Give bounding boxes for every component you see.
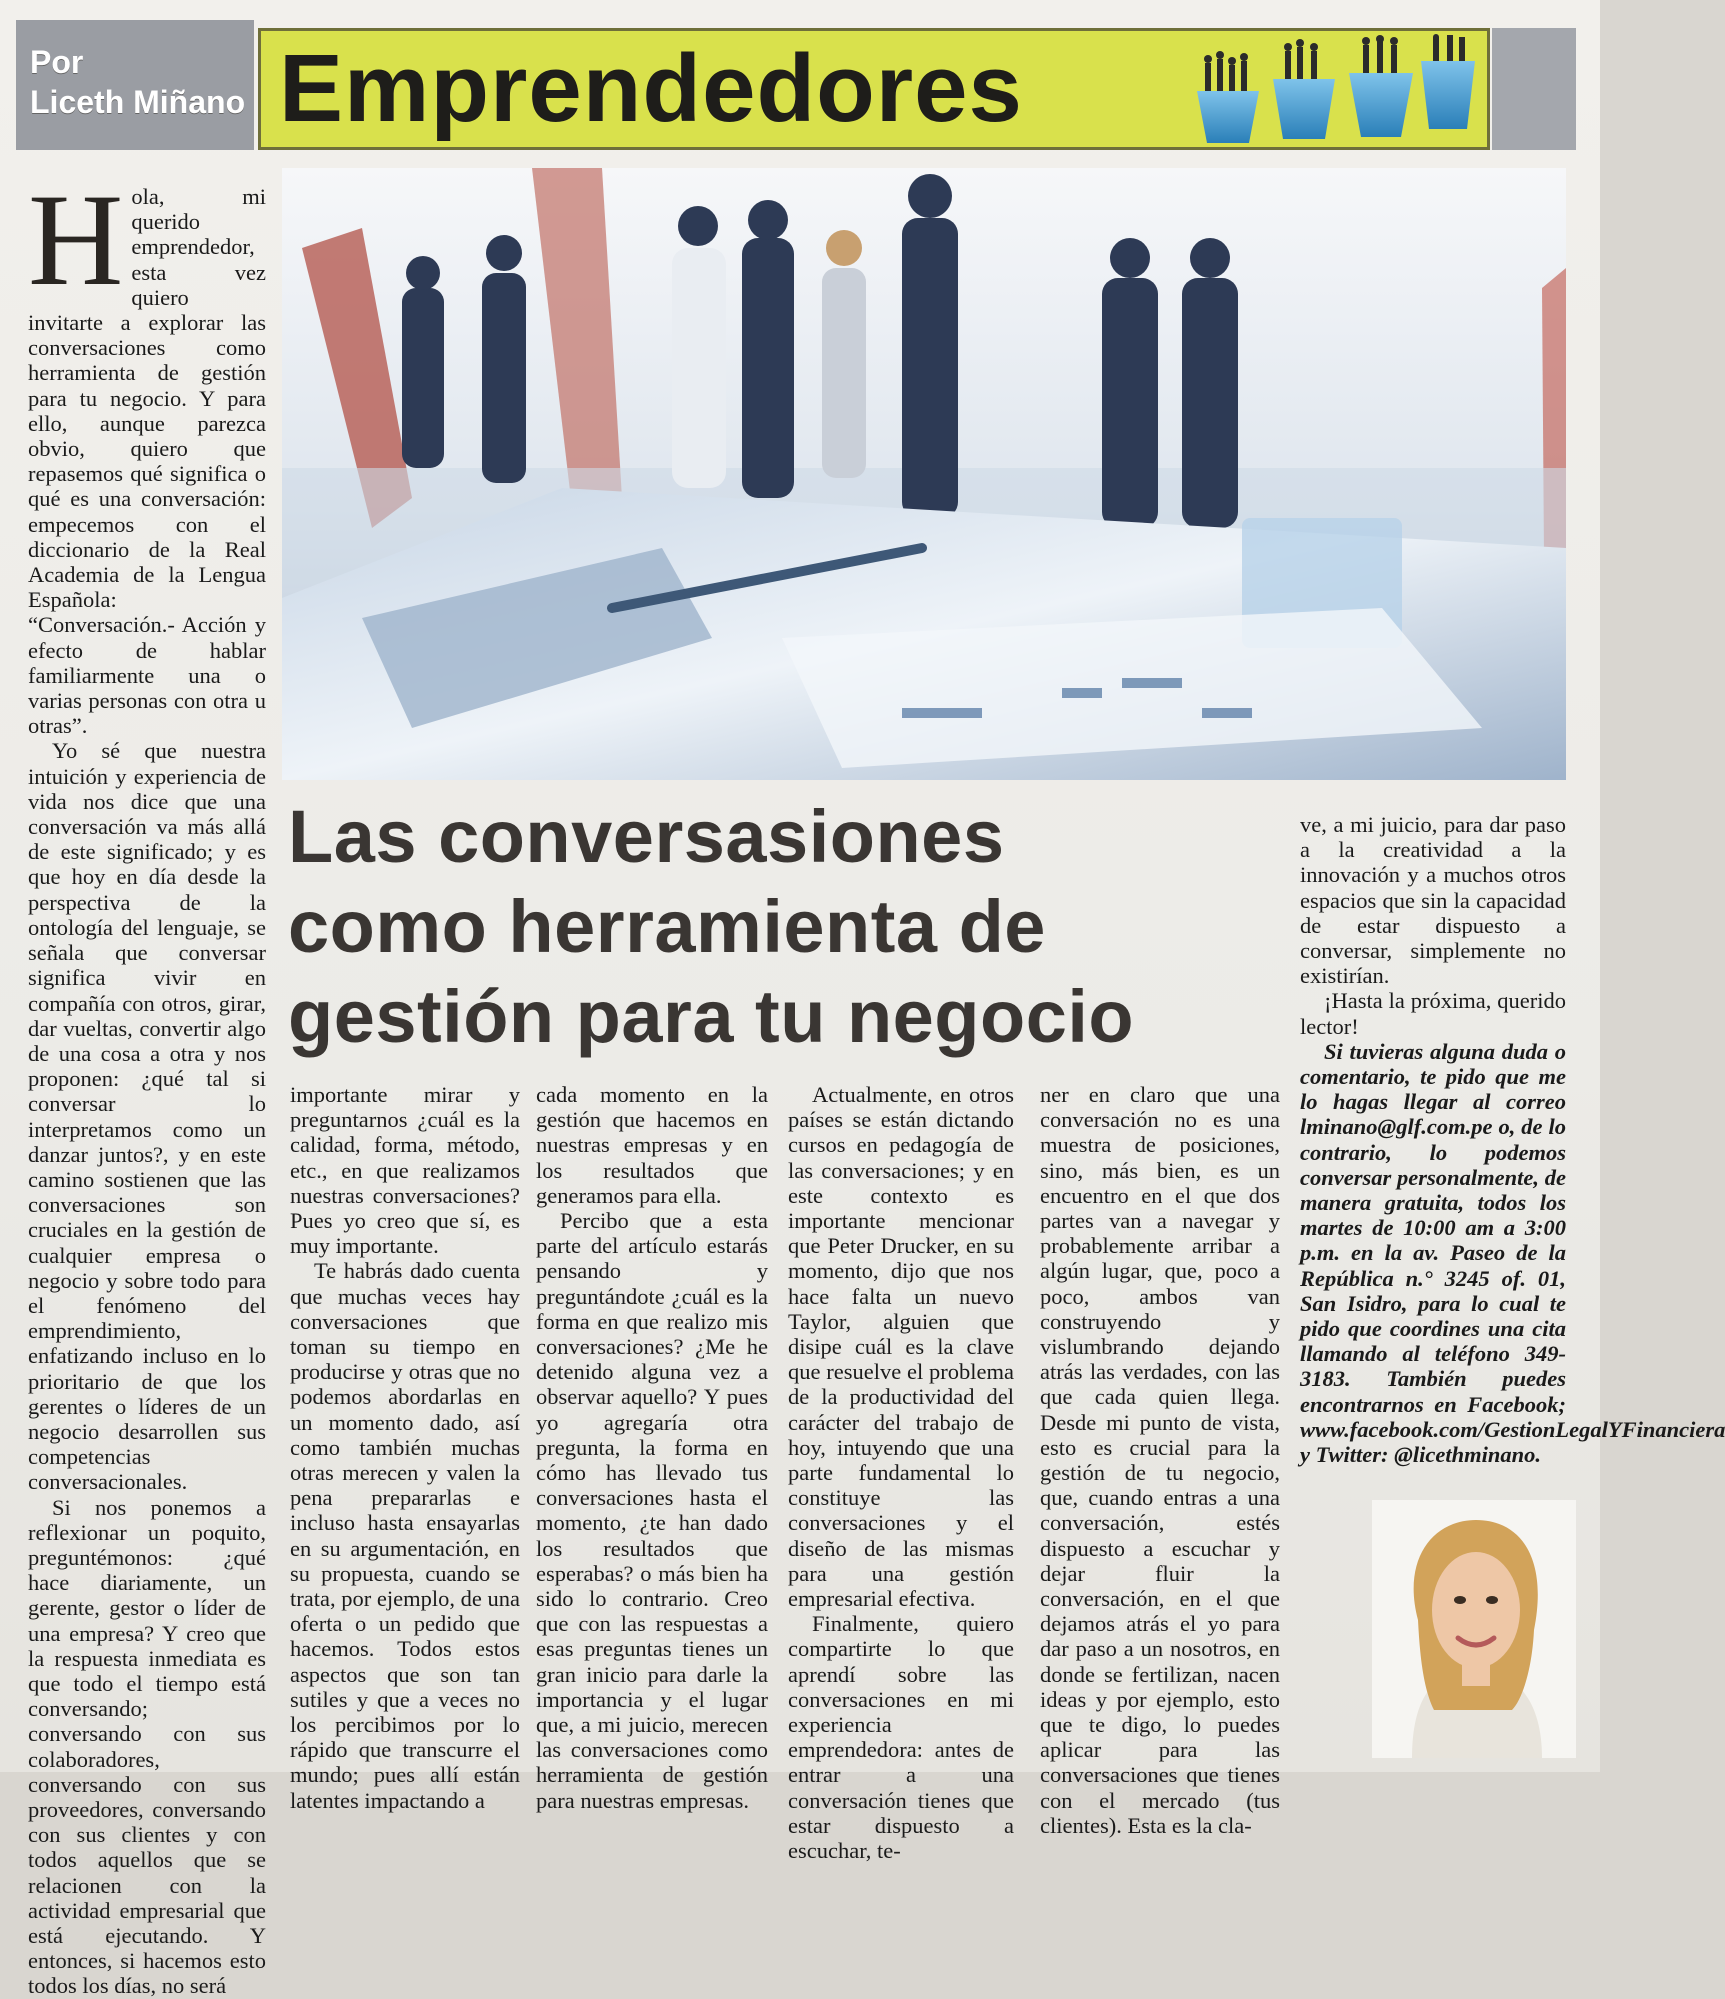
article-column-3: [536, 1082, 768, 1813]
article-column-2: [290, 1082, 520, 1813]
byline-box: [16, 20, 254, 150]
section-header: [16, 20, 1576, 150]
author-portrait-photo: [1372, 1500, 1576, 1758]
column-1-paragraph-2: Yo sé que nuestra intuición y experiencia de vida nos dice que una conversación va más allá de este significado; y es que hoy en día desde la perspectiva de la ontología del lenguaje, se señala que conversar significa vivir en compañía con otros, girar, dar vueltas, convertir algo de una cosa a otra y nos proponen: ¿qué tal si conversar lo interpretamos como un danzar juntos?, y en este camino sostienen que las conversaciones son cruciales en la gestión de cualquier empresa o negocio y sobre todo para el fenómeno del emprendimiento, enfatizando incluso en lo prioritario de que los gerentes o líderes de un negocio desarrollen sus competencias conversacionales.: [28, 738, 266, 1495]
section-title: Emprendedores: [279, 35, 1023, 142]
column-2-paragraph-2: Te habrás dado cuenta que muchas veces hay conversaciones que toman su tiempo en producirse y otras que no podemos abordarlas en un momento dado, así como también muchas otras merecen y valen la pena prepararlas e incluso hasta ensayarlas en su argumentación, en su propuesta, cuando se trata, por ejemplo, de una oferta o un pedido que hacemos. Todos estos aspectos que son tan sutiles y que a veces no los percibimos por lo rápido que transcurre el mundo; pues allí están latentes impactando a: [290, 1258, 520, 1813]
column-3-paragraph-1: cada momento en la gestión que hacemos en nuestras empresas y en los resultados que generamos para ella.: [536, 1082, 768, 1208]
column-2-paragraph-1: importante mirar y preguntarnos ¿cuál es la calidad, forma, método, etc., en que realizamos nuestras conversaciones? Pues yo creo que sí, es muy importante.: [290, 1082, 520, 1259]
byline-author: Liceth Miñano: [30, 84, 246, 120]
column-5-paragraph-1: ner en claro que una conversación no es una muestra de posiciones, sino, más bien, es un encuentro en el que dos partes van a navegar y probablemente arribar a algún lugar, que, poco a poco, ambos van construyendo y vislumbrando dejando atrás las verdades, con las que cada quien llega. Desde mi punto de vista, esto es crucial para la gestión de tu negocio, que, cuando entras a una conversación, estés dispuesto a escuchar y dejar fluir la conversación, en el que dejamos atrás el yo para dar paso a un nosotros, en donde se fertilizan, nacen ideas y por ejemplo, esto que te digo, lo puedes aplicar para las conversaciones que tienes con el mercado (tus clientes). Esta es la cla-: [1040, 1082, 1280, 1838]
column-6-paragraph-1: ve, a mi juicio, para dar paso a la creatividad a la innovación y a muchos otros espacios que sin la capacidad de estar dispuesto a conversar, simplemente no existirían.: [1300, 812, 1566, 989]
article-column-6: [1300, 812, 1725, 1468]
column-1-paragraph-1: [28, 166, 266, 739]
closing-greeting: ¡Hasta la próxima, querido lector!: [1300, 988, 1566, 1039]
column-3-paragraph-2: Percibo que a esta parte del artículo estarás pensando y preguntándote ¿cuál es la forma en que realizo mis conversaciones? ¿Me he detenido alguna vez a observar aquello? Y pues yo agregaría otra pregunta, la forma en cómo has llevado tus conversaciones hasta el momento, ¿te han dado los resultados que esperabas? o más bien ha sido lo contrario. Creo que con las respuestas a esas preguntas tienes un gran inicio para darle la importancia y el lugar que, a mi juicio, merecen las conversaciones como herramienta de gestión para nuestras empresas.: [536, 1208, 768, 1813]
byline-prefix: Por: [30, 44, 84, 80]
article-column-5: [1040, 1082, 1280, 1838]
article-headline: [288, 792, 1288, 1062]
column-4-paragraph-1: Actualmente, en otros países se están dictando cursos en pedagogía de las conversaciones; y en este contexto es importante mencionar que Peter Drucker, en su momento, dijo que nos hace falta un nuevo Taylor, alguien que disipe cuál es la clave que resuelve el problema de la productividad del carácter del trabajo de hoy, intuyendo que una parte fundamental lo constituye las conversaciones y el diseño de las mismas para una gestión empresarial efectiva.: [788, 1082, 1014, 1612]
contact-info: Si tuvieras alguna duda o comentario, te pido que me lo hagas llegar al correo lminano@glf.com.pe o, de lo contrario, lo podemos conversar personalmente, de manera gratuita, todos los martes de 10:00 am a 3:00 p.m. en la av. Paseo de la República n.° 3245 of. 01, San Isidro, para lo cual te pido que coordines una cita llamando al teléfono 349-3183. También puedes encontrarnos en Facebook; www.facebook.com/GestionLegalYFinanciera y Twitter: @licethminano.: [1300, 1038, 1725, 1468]
column-1-paragraph-1-text: ola, mi querido emprendedor, esta vez quiero invitarte a explorar las conversaciones como herramienta de gestión para tu negocio. Y para ello, aunque parezca obvio, quiero que repasemos qué significa o qué es una conversación: empecemos con el diccionario de la Real Academia de la Lengua Española: “Conversación.- Acción y efecto de hablar familiarmente una o varias personas con otra u otras”.: [28, 184, 266, 739]
column-1-paragraph-3: Si nos ponemos a reflexionar un poquito, preguntémonos: ¿qué hace diariamente, un gerente, gestor o líder de una empresa? Y creo que la respuesta inmediata es que todo el tiempo está conversando; conversando con sus colaboradores, conversando con sus proveedores, conversando con sus clientes y con todos aquellos que se relacionen con la actividad empresarial que está ejecutando. Y entonces, si hacemos esto todos los días, no será: [28, 1494, 266, 1999]
section-banner: [258, 28, 1490, 150]
headline-line-2: como herramienta de: [288, 885, 1046, 968]
header-grey-block: [1492, 28, 1576, 150]
people-on-pedestals-icon: [1189, 33, 1479, 147]
article-column-4: [788, 1082, 1014, 1863]
column-4-paragraph-2: Finalmente, quiero compartirte lo que aprendí sobre las conversaciones en mi experiencia emprendedora: antes de entrar a una conversación tienes que estar dispuesto a escuchar, te-: [788, 1611, 1014, 1864]
headline-line-3: gestión para tu negocio: [288, 975, 1135, 1058]
article-column-1: [28, 166, 266, 1999]
headline-line-1: Las conversasiones: [288, 795, 1005, 878]
drop-cap: H: [28, 166, 124, 313]
business-meeting-photo: [282, 168, 1566, 780]
